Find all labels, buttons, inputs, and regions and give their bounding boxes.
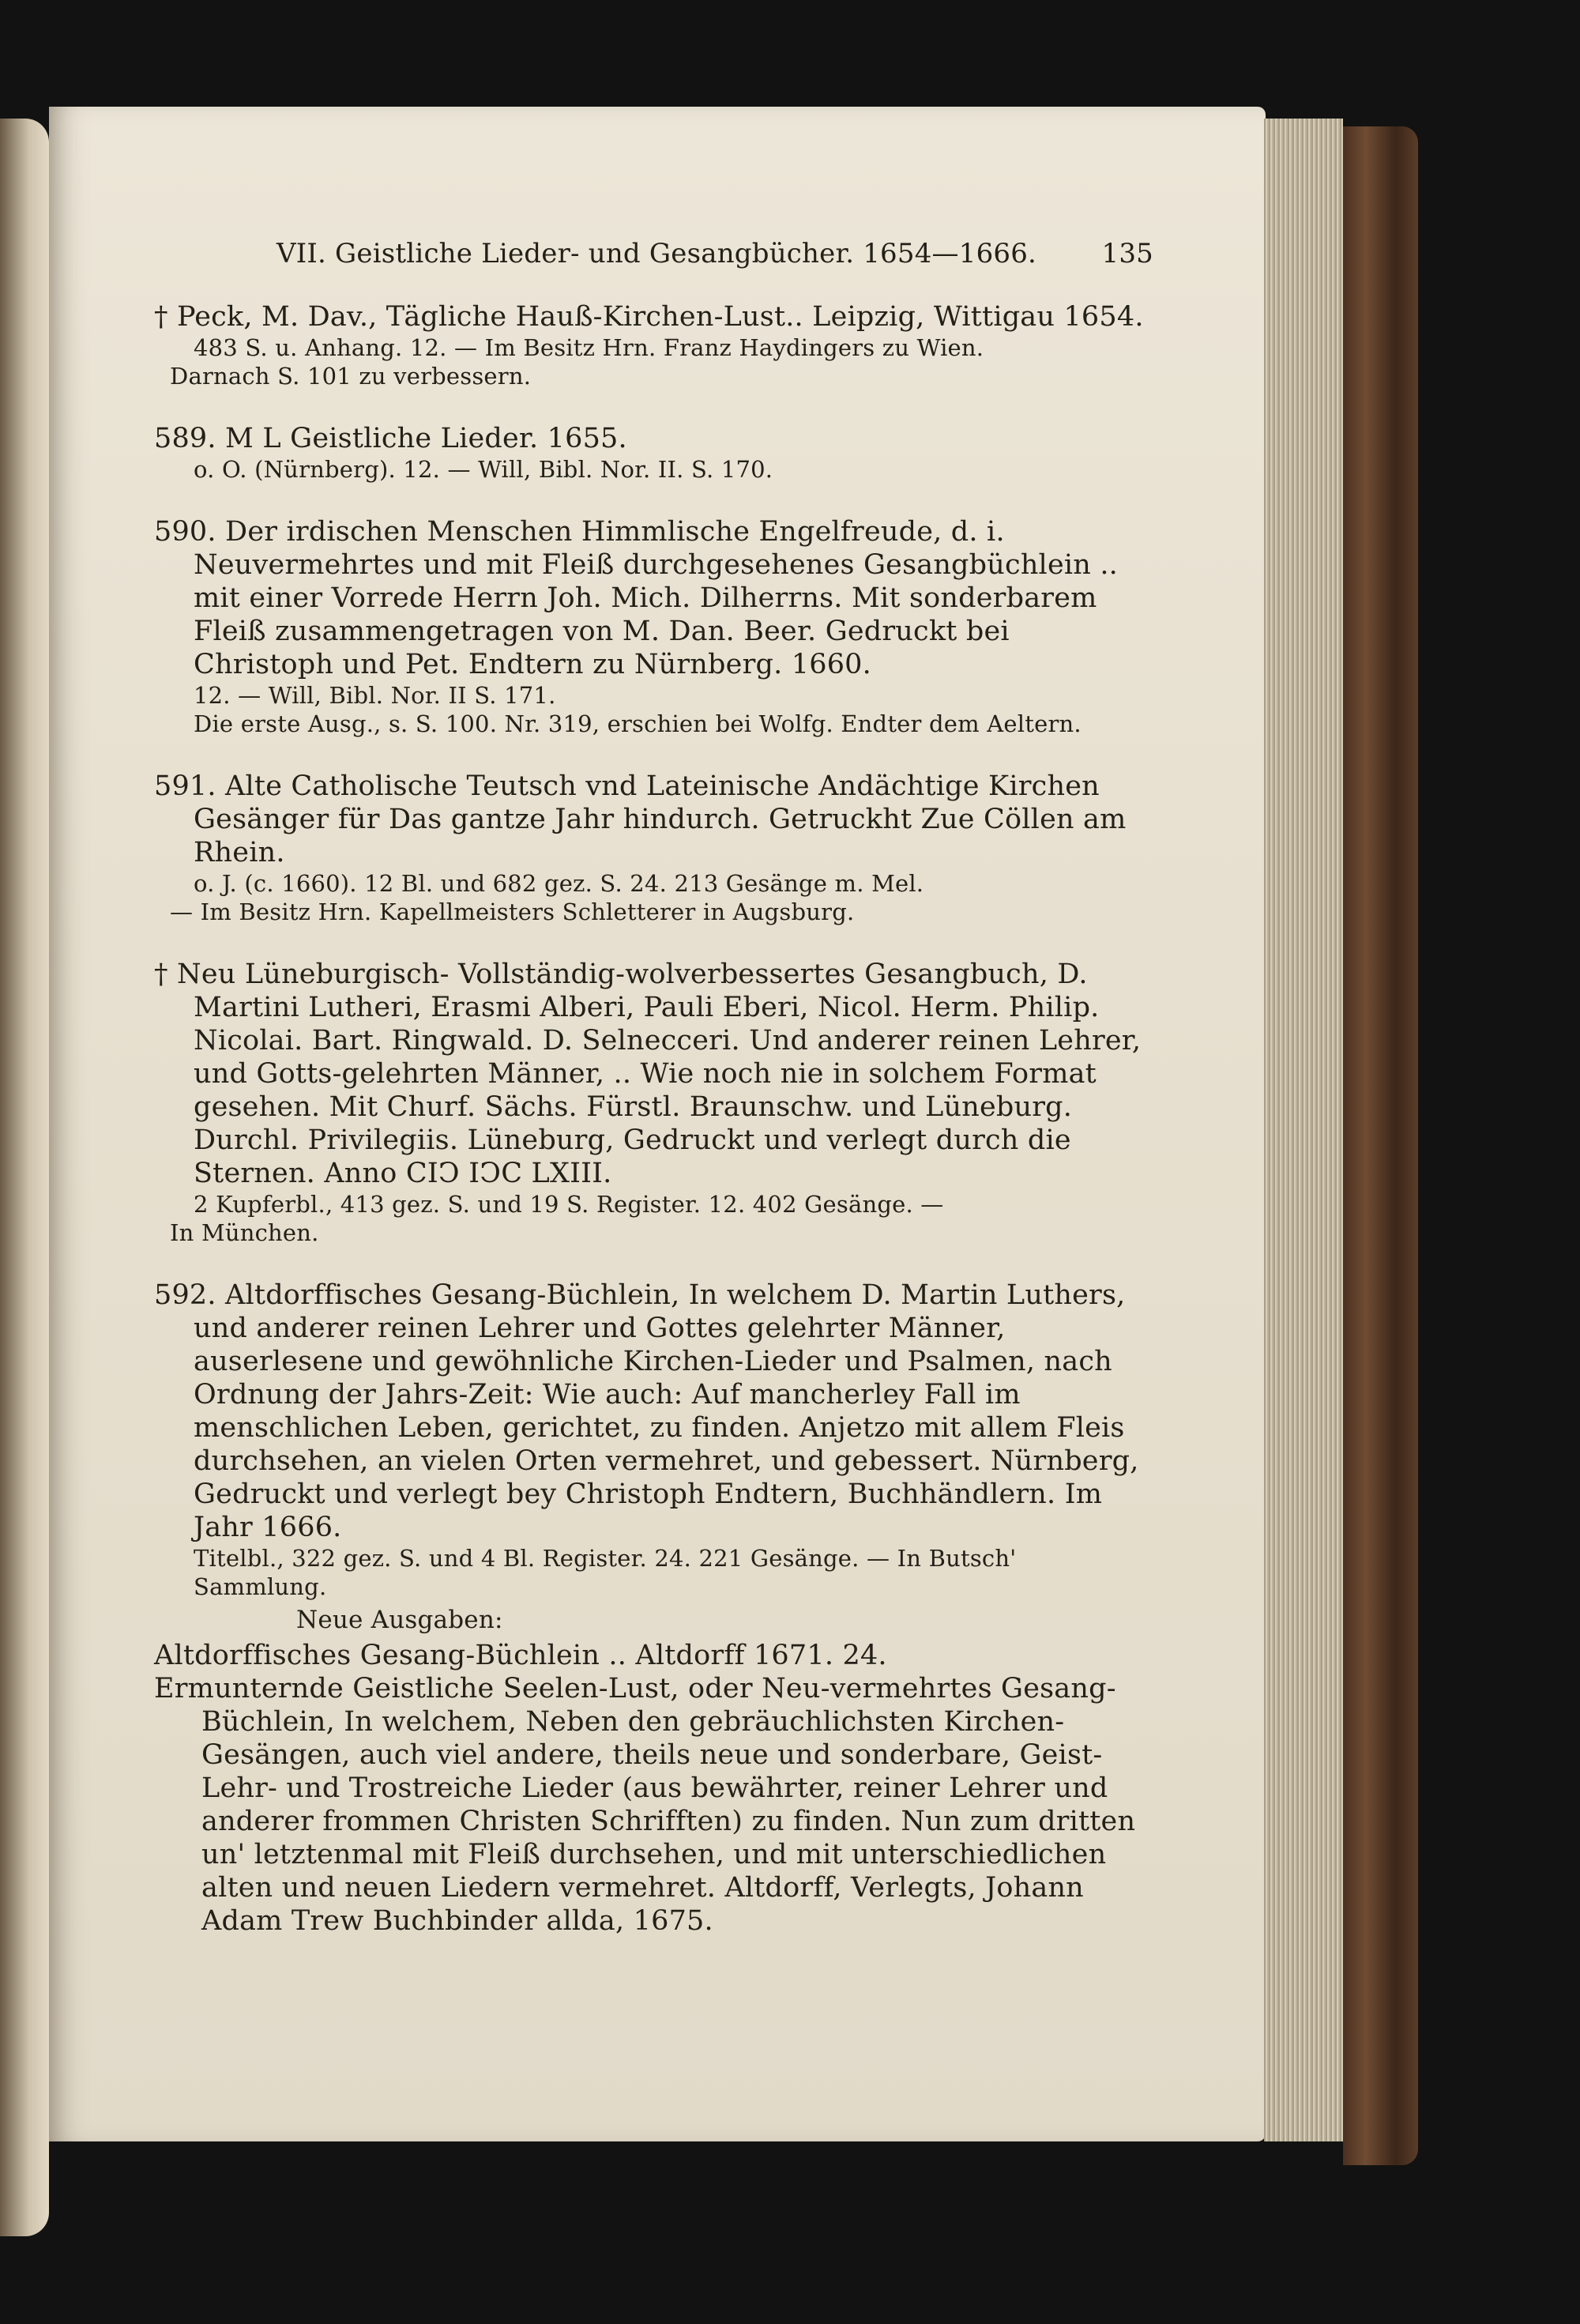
entry-peck: † Peck, M. Dav., Tägliche Hauß-Kirchen-Lust.. Leipzig, Wittigau 1654. [154,301,1144,333]
new-editions-heading: Neue Ausgaben: [296,1606,503,1634]
entry-note: — Im Besitz Hrn. Kapellmeisters Schletterer in Augsburg. [170,898,855,925]
page-fore-edge [1264,119,1343,2141]
entry-note: o. J. (c. 1660). 12 Bl. und 682 gez. S. 24. 213 Gesänge m. Mel. [194,870,924,897]
entry-591: 591. Alte Catholische Teutsch vnd Lateinische Andächtige Kirchen Gesänger für Das gantze Jahr hindurch. Getruckht Zue Cöllen am Rhein. [154,770,1127,868]
entry-note: Titelbl., 322 gez. S. und 4 Bl. Register. 24. 221 Gesänge. — In Butsch' Sammlung. [194,1545,1017,1600]
entry-note: 12. — Will, Bibl. Nor. II S. 171. [194,682,556,709]
book-cover [1343,126,1418,2165]
entry-note: 483 S. u. Anhang. 12. — Im Besitz Hrn. Franz Haydingers zu Wien. [194,334,984,361]
page-text [154,237,1153,1938]
running-title: VII. Geistliche Lieder- und Gesangbücher. 1654—1666. [276,238,1037,269]
entry-590: 590. Der irdischen Menschen Himmlische Engelfreude, d. i. Neuvermehrtes und mit Fleiß durchgesehenes Gesangbüchlein .. mit einer Vorrede Herrn Joh. Mich. Dilherrns. Mit sonderbarem Fleiß zusammengetragen von M. Dan. Beer. Gedruckt bei Christoph und Pet. Endtern zu Nürnberg. 1660. [154,516,1118,680]
entry-note: 2 Kupferbl., 413 gez. S. und 19 S. Register. 12. 402 Gesänge. — [194,1191,944,1218]
new-edition-item: Ermunternde Geistliche Seelen-Lust, oder Neu-vermehrtes Gesang-Büchlein, In welchem, Neben den gebräuchlichsten Kirchen-Gesängen, auch viel andere, theils neue und sonderbare, Geist- Lehr- und Trostreiche Lieder (aus bewährter, reiner Lehrer und anderer frommen Christen Schrifften) zu finden. Nun zum dritten un' letztenmal mit Fleiß durchsehen, und mit unterschiedlichen alten und neuen Liedern vermehret. Altdorff, Verlegts, Johann Adam Trew Buchbinder allda, 1675. [154,1673,1136,1937]
entry-note: In München. [170,1219,319,1246]
entry-note: o. O. (Nürnberg). 12. — Will, Bibl. Nor. II. S. 170. [194,456,773,483]
entry-592: 592. Altdorffisches Gesang-Büchlein, In welchem D. Martin Luthers, und anderer reinen Lehrer und Gottes gelehrter Männer, auserlesene und gewöhnliche Kirchen-Lieder und Psalmen, nach Ordnung der Jahrs-Zeit: Wie auch: Auf mancherley Fall im menschlichen Leben, gerichtet, zu finden. Anjetzo mit allem Fleis durchsehen, an vielen Orten vermehret, und gebessert. Nürnberg, Gedruckt und verlegt bey Christoph Endtern, Buchhändlern. Im Jahr 1666. [154,1279,1139,1543]
page-number: 135 [1101,238,1153,269]
running-header [276,237,1153,270]
entry-note: Darnach S. 101 zu verbessern. [170,363,532,390]
entry-note: Die erste Ausg., s. S. 100. Nr. 319, erschien bei Wolfg. Endter dem Aeltern. [194,710,1082,737]
entry-neu-lueneburgisch: † Neu Lüneburgisch- Vollständig-wolverbessertes Gesangbuch, D. Martini Lutheri, Erasmi Alberi, Pauli Eberi, Nicol. Herm. Philip. Nicolai. Bart. Ringwald. D. Selnecceri. Und anderer reinen Lehrer, und Gotts-gelehrten Männer, .. Wie noch nie in solchem Format gesehen. Mit Churf. Sächs. Fürstl. Braunschw. und Lüneburg. Durchl. Privilegiis. Lüneburg, Gedruckt und verlegt durch die Sternen. Anno CIↃ IↃC LXIII. [154,959,1142,1189]
new-edition-item: Altdorffisches Gesang-Büchlein .. Altdorff 1671. 24. [154,1640,887,1671]
entry-589: 589. M L Geistliche Lieder. 1655. [154,423,627,454]
left-page-edge [0,119,49,2236]
